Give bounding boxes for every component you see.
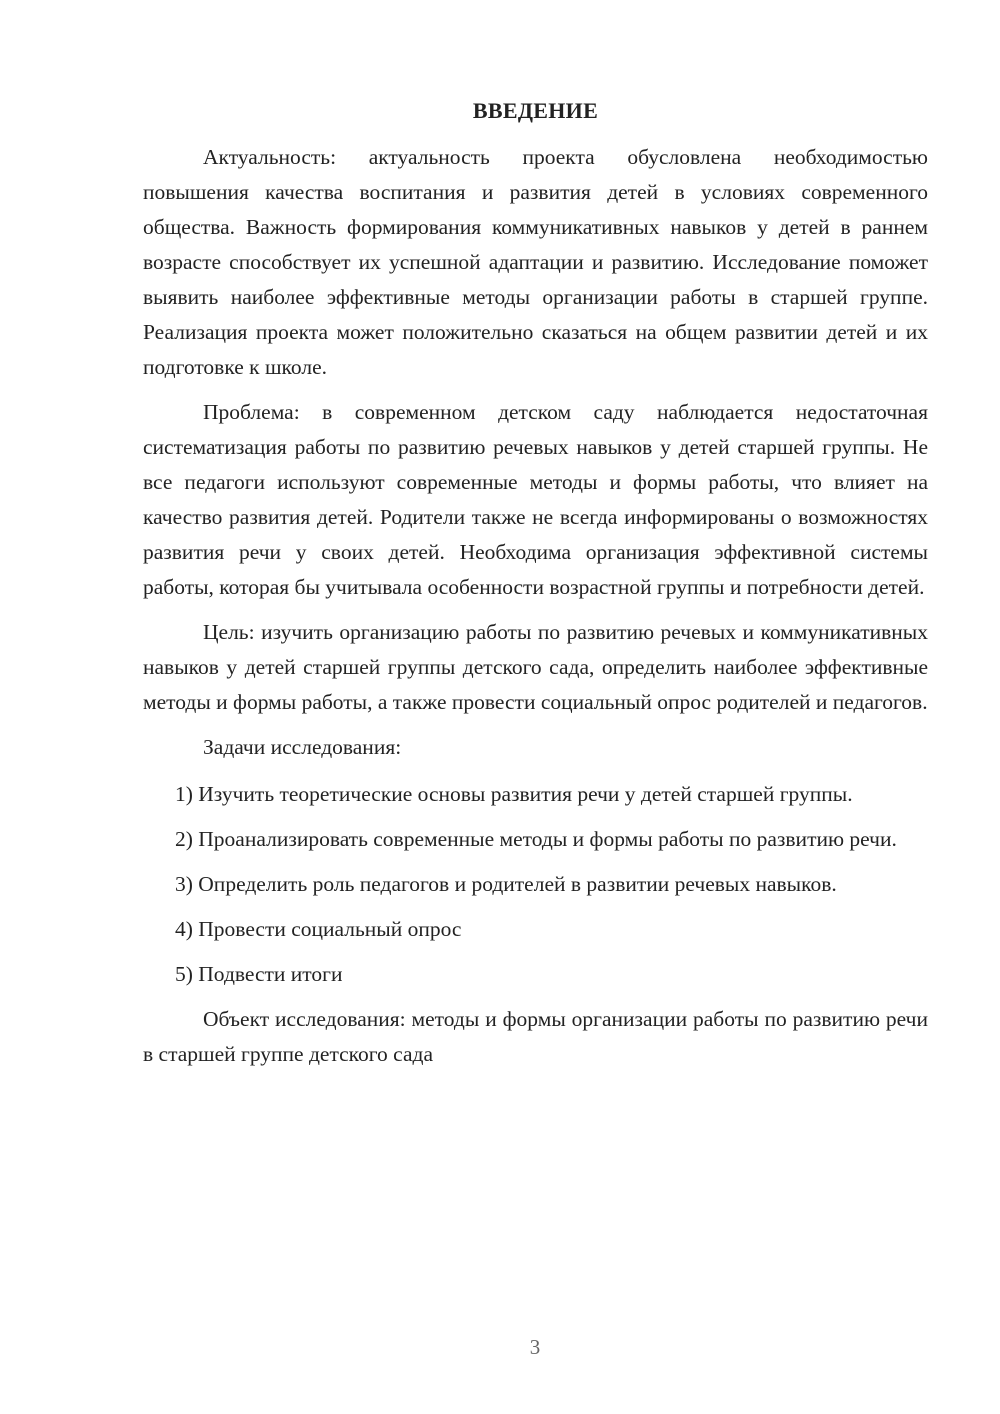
- section-heading: ВВЕДЕНИЕ: [472, 98, 599, 123]
- task-item-2: 2) Проанализировать современные методы и формы работы по развитию речи.: [175, 827, 897, 851]
- relevance-paragraph: Актуальность: актуальность проекта обусловлена необходимостью повышения качества воспитания и развития детей в условиях современного общества. Важность формирования коммуникативных навыков у детей в раннем возрасте способствует их успешной адаптации и развитию. Исследование поможет выявить наиболее эффективные методы организации работы в старшей группе. Реализация проекта может положительно сказаться на общем развитии детей и их подготовке к школе.: [143, 145, 928, 379]
- goal-paragraph: Цель: изучить организацию работы по развитию речевых и коммуникативных навыков у детей старшей группы детского сада, определить наиболее эффективные методы и формы работы, а также провести социальный опрос родителей и педагогов.: [143, 620, 928, 714]
- problem-paragraph: Проблема: в современном детском саду наблюдается недостаточная систематизация работы по развитию речевых навыков у детей старшей группы. Не все педагоги используют современные методы и формы работы, что влияет на качество развития детей. Родители также не всегда информированы о возможностях развития речи у своих детей. Необходима организация эффективной системы работы, которая бы учитывала особенности возрастной группы и потребности детей.: [143, 400, 928, 599]
- object-paragraph: Объект исследования: методы и формы организации работы по развитию речи в старшей группе детского сада: [143, 1007, 928, 1066]
- page-content: [143, 96, 928, 1072]
- task-item-3: 3) Определить роль педагогов и родителей в развитии речевых навыков.: [175, 872, 837, 896]
- tasks-title: Задачи исследования:: [203, 735, 402, 759]
- task-item-1: 1) Изучить теоретические основы развития речи у детей старшей группы.: [175, 782, 853, 806]
- page-number: 3: [529, 1335, 541, 1359]
- task-item-4: 4) Провести социальный опрос: [175, 917, 462, 941]
- task-item-5: 5) Подвести итоги: [175, 962, 343, 986]
